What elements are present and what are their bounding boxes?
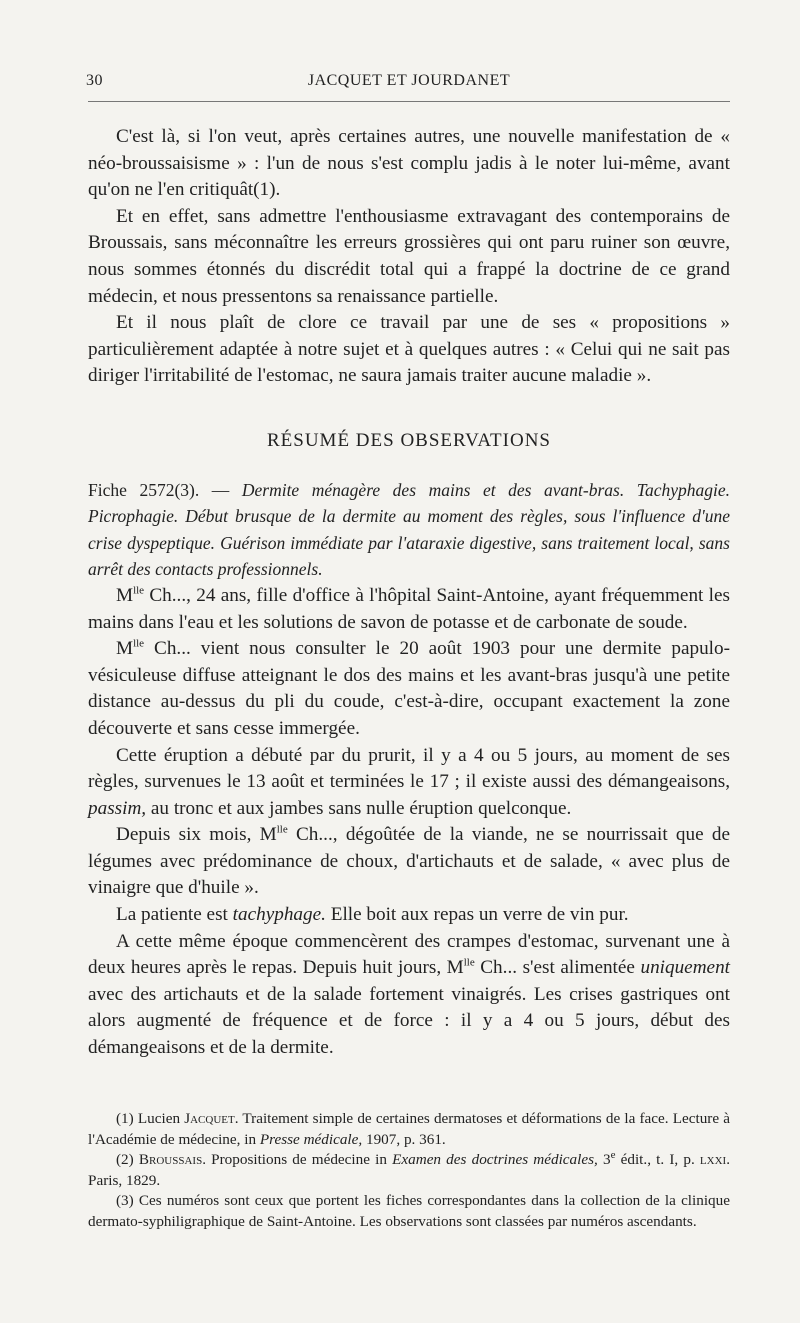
text-run: . Traitement simple de certaines dermatoses et déformations de la face. Lecture à l'Académie de médecine, in [88, 1110, 730, 1148]
paragraph: C'est là, si l'on veut, après certaines autres, une nouvelle manifestation de « néo-broussaisisme » : l'un de nous s'est complu jadis à le noter lui-même, avant qu'on ne l'en critiquât(1). [88, 126, 730, 201]
text-run: . Propositions de médecine in [202, 1151, 393, 1169]
text-run: Ch... vient nous consulter le 20 août 1903 pour une dermite papulo-vésiculeuse diffuse atteignant le dos des mains et les avant-bras jusqu'à une petite distance au-dessus du pli du coude, c'est-à-dire, occupant exactement la zone découverte et sans cesse immergée. [88, 638, 730, 739]
superscript: lle [463, 956, 475, 969]
text-run: édit., t. I, p. [615, 1151, 700, 1169]
small-caps-run: Jacquet [184, 1110, 235, 1127]
observation-paragraph [88, 743, 730, 823]
observation-paragraph [88, 583, 730, 636]
observation-paragraph [88, 902, 730, 929]
fiche-label: Fiche 2572(3). — [88, 479, 242, 500]
italic-run: uniquement [640, 957, 730, 979]
header-rule [88, 101, 730, 102]
superscript: lle [133, 584, 145, 597]
body-text [88, 124, 730, 1062]
text-run: 1907, p. 361. [362, 1130, 446, 1148]
footnotes [88, 1109, 730, 1233]
observation-paragraph [88, 929, 730, 1062]
text-run: M [116, 638, 134, 660]
fiche-text: Dermite ménagère des mains et des avant-bras. Tachyphagie. Picrophagie. Début brusque de la dermite au moment des règles, sous l'influence d'une crise dyspeptique. Guérison immédiate par l'ataraxie digestive, sans traitement local, sans arrêt des contacts professionnels. [88, 479, 730, 580]
text-run: 3 [597, 1151, 611, 1169]
text-run: (3) Ces numéros sont ceux que portent les fiches correspondantes dans la collection de la clinique dermato-syphiligraphique de Saint-Antoine. Les observations sont classées par numéros ascendants. [88, 1192, 730, 1230]
superscript: e [610, 1149, 616, 1162]
section-title: RÉSUMÉ DES OBSERVATIONS [266, 429, 551, 451]
text-run: La patiente est [116, 904, 233, 926]
footnote-2 [88, 1150, 730, 1191]
text-run: avec des artichauts et de la salade fortement vinaigrés. Les crises gastriques ont alors augmenté de fréquence et de force : il y a 4 ou 5 jours, début des démangeaisons et de la dermite. [88, 983, 730, 1059]
observation-paragraph [88, 636, 730, 742]
text-run: Depuis six mois, M [116, 824, 277, 846]
italic-run: Examen des doctrines médicales, [392, 1151, 598, 1169]
page-header [88, 72, 730, 100]
footnote-1 [88, 1109, 730, 1150]
italic-run: Presse médicale, [259, 1130, 363, 1148]
superscript: lle [276, 823, 288, 836]
running-title: JACQUET ET JOURDANET [307, 72, 511, 89]
italic-run: tachyphage. [232, 904, 326, 926]
text-run: Ch..., dégoûtée de la viande, ne se nourrissait que de légumes avec prédominance de choux, d'artichauts et de salade, « avec plus de vinaigre que d'huile ». [88, 824, 730, 899]
text-run: A cette même époque commencèrent des crampes d'estomac, survenant une à deux heures après le repas. Depuis huit jours, M [88, 930, 730, 979]
small-caps-run: Broussais [138, 1151, 203, 1169]
superscript: lle [133, 637, 145, 650]
text-run: au tronc et aux jambes sans nulle éruption quelconque. [146, 797, 572, 819]
text-run: Cette éruption a débuté par du prurit, il y a 4 ou 5 jours, au moment de ses règles, survenues le 13 août et terminées le 17 ; il existe aussi des démangeaisons, [88, 744, 730, 793]
fiche-summary [88, 477, 730, 583]
footnote-3 [88, 1191, 730, 1232]
small-caps-run: lxxi [699, 1151, 727, 1169]
italic-run: passim, [88, 797, 147, 819]
text-run: Ch... s'est alimentée [474, 957, 641, 979]
text-run: Ch..., 24 ans, fille d'office à l'hôpital Saint-Antoine, ayant fréquemment les mains dans l'eau et les solutions de savon de potasse et de carbonate de soude. [88, 584, 730, 633]
text-run: . Paris, 1829. [88, 1151, 730, 1189]
text-run: (2) [116, 1151, 139, 1169]
text-run: (1) Lucien [116, 1110, 185, 1127]
paragraph: Et en effet, sans admettre l'enthousiasme extravagant des contemporains de Broussais, sans méconnaître les erreurs grossières qui ont paru ruiner son œuvre, nous sommes étonnés du discrédit total qui a frappé la doctrine de ce grand médecin, et nous pressentons sa renaissance partielle. [88, 205, 730, 307]
page-number: 30 [86, 72, 103, 89]
text-run: M [116, 584, 134, 606]
observation-paragraph [88, 822, 730, 902]
paragraph: Et il nous plaît de clore ce travail par une de ses « propositions » particulièrement adaptée à notre sujet et à quelques autres : « Celui qui ne sait pas diriger l'irritabilité de l'estomac, ne saura jamais traiter aucune maladie ». [88, 312, 730, 387]
text-run: Elle boit aux repas un verre de vin pur. [325, 904, 629, 926]
